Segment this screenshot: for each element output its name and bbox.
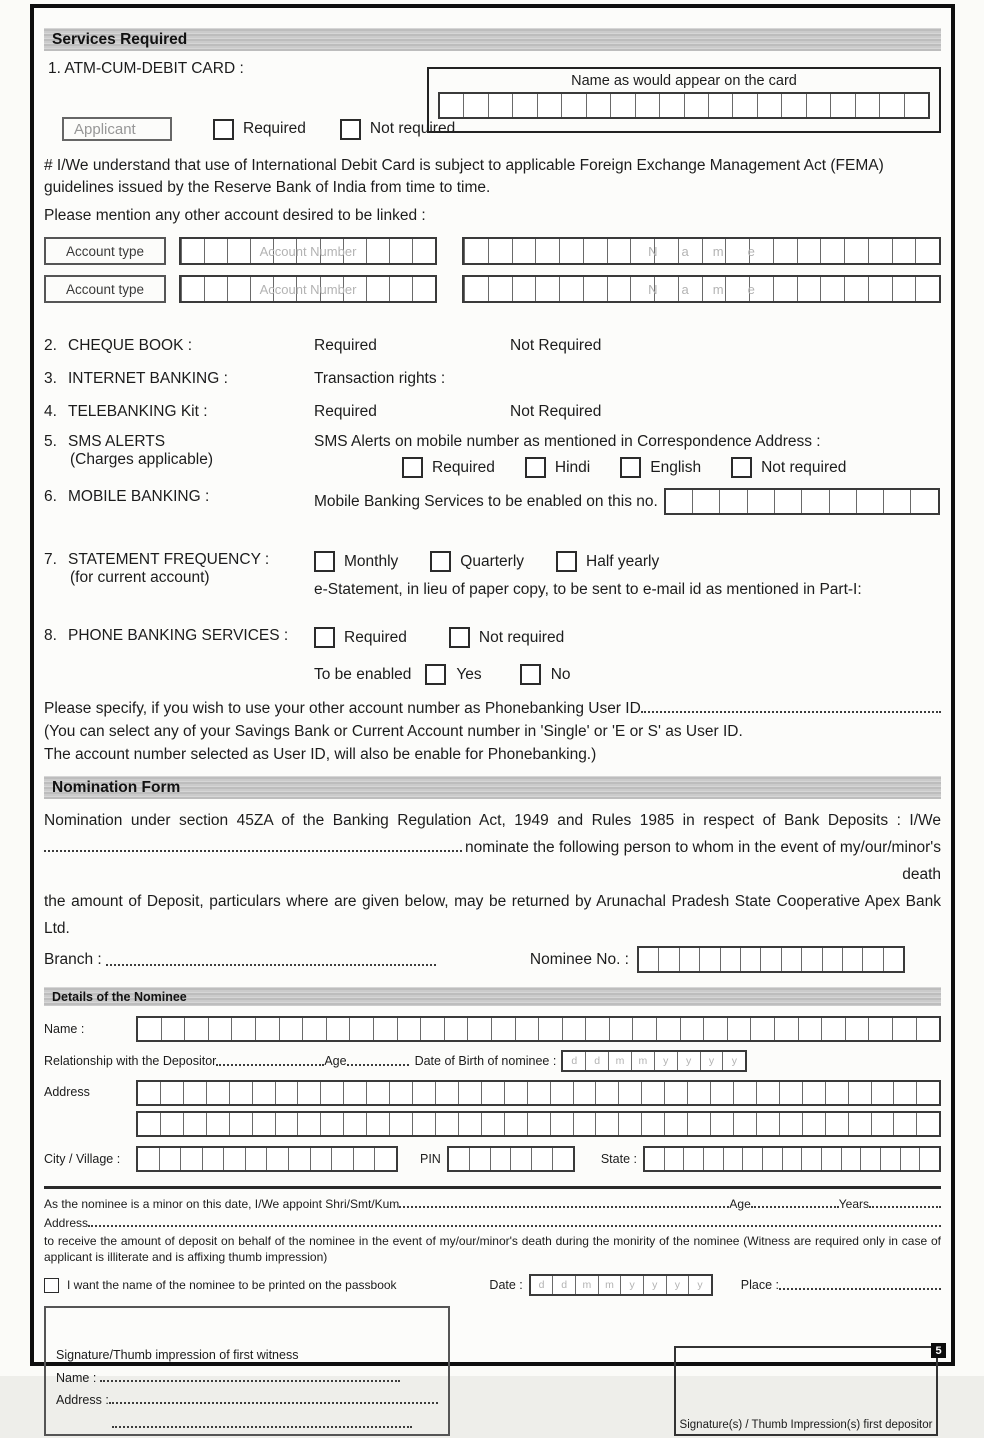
item2-number: 2. — [44, 337, 57, 354]
nomination-line1: Nomination under section 45ZA of the Banking Regulation Act, 1949 and Rules 1985 in respect of Bank Deposits : I/We — [44, 812, 941, 829]
relationship-line[interactable] — [216, 1056, 324, 1067]
section-header-nomination-form: Nomination Form — [44, 776, 941, 799]
item5-english-label: English — [650, 458, 702, 476]
item4-row — [44, 403, 941, 421]
item8-required-label: Required — [344, 628, 407, 646]
item5-not-required-checkbox[interactable] — [731, 457, 752, 478]
item1-required-label: Required — [243, 120, 306, 137]
card-name-box — [427, 67, 941, 133]
item8-not-required-option — [449, 627, 564, 648]
item7-label: STATEMENT FREQUENCY : — [68, 551, 270, 568]
dotted-line[interactable] — [641, 700, 941, 713]
item2-label: CHEQUE BOOK : — [68, 337, 193, 354]
pin-label: PIN — [420, 1152, 441, 1166]
item8-no-checkbox[interactable] — [520, 664, 541, 685]
phonebanking-note-line2: (You can select any of your Savings Bank or Current Account number in 'Single' or 'E or S' as User ID. — [44, 723, 743, 740]
minor-years-label: Years — [838, 1197, 869, 1211]
account-type-box-2[interactable]: Account type — [44, 275, 166, 303]
linked-account-row-1 — [44, 237, 941, 265]
branch-line[interactable] — [106, 953, 436, 966]
item6-number: 6. — [44, 488, 57, 505]
minor-appoint-row — [44, 1197, 941, 1211]
passbook-label: I want the name of the nominee to be printed on the passbook — [67, 1278, 397, 1292]
item5-line: SMS Alerts on mobile number as mentioned in Correspondence Address : — [314, 433, 821, 450]
item4-options — [314, 403, 941, 421]
phonebanking-note-line1 — [44, 697, 941, 720]
item7-half-yearly-checkbox[interactable] — [556, 551, 577, 572]
witness-address-row — [56, 1393, 438, 1407]
item8-enable-row — [314, 664, 941, 685]
city-label: City / Village : — [44, 1152, 121, 1166]
passbook-checkbox[interactable] — [44, 1278, 59, 1293]
witness-name-row — [56, 1371, 438, 1385]
branch-row — [44, 946, 941, 973]
item5-hindi-option — [525, 457, 590, 478]
nomination-line3: the amount of Deposit, particulars where are given below, may be returned by Arunachal Pradesh State Cooperative Apex Bank Ltd. — [44, 893, 941, 937]
dob-cells[interactable]: d d m m y y y y — [561, 1050, 747, 1072]
appointee-name-line[interactable] — [399, 1198, 729, 1208]
card-name-cells[interactable] — [438, 92, 930, 119]
item7-monthly-label: Monthly — [344, 552, 399, 570]
item1-label: 1. ATM-CUM-DEBIT CARD : — [48, 60, 244, 77]
place-label: Place : — [740, 1278, 779, 1292]
witness-name-label: Name : — [56, 1371, 97, 1385]
item8-number: 8. — [44, 627, 57, 644]
address-cells-row1[interactable] — [136, 1080, 941, 1106]
account-name-placeholder: Name — [648, 281, 779, 297]
nominee-name-cells[interactable] — [136, 1016, 941, 1042]
item1-not-required-checkbox[interactable] — [340, 119, 361, 140]
item4-number: 4. — [44, 403, 57, 420]
item6-content — [314, 488, 941, 515]
account-number-cells-2[interactable] — [179, 275, 437, 303]
minor-paragraph: to receive the amount of deposit on behalf of the nominee in the event of my/our/minor's death during the monirity of the nominee (Witness are required only in case of applicant is illiterate and is affixing thumb impression) — [44, 1234, 941, 1264]
phonebanking-note-text1: Please specify, if you wish to use your other account number as Phonebanking User ID — [44, 700, 641, 717]
account-type-box-1[interactable]: Account type — [44, 237, 166, 265]
age-line[interactable] — [347, 1056, 409, 1067]
item5-sublabel: (Charges applicable) — [70, 451, 214, 468]
minor-address-label: Address — [44, 1216, 89, 1230]
card-name-label: Name as would appear on the card — [571, 73, 797, 89]
minor-appoint-text: As the nominee is a minor on this date, I/We appoint Shri/Smt/Kum — [44, 1197, 400, 1211]
item8-not-required-label: Not required — [478, 628, 565, 646]
item5-content — [314, 433, 941, 478]
item6-label: MOBILE BANKING : — [68, 488, 210, 505]
link-note: Please mention any other account desired to be linked : — [44, 207, 426, 224]
item5-not-required-option — [731, 457, 846, 478]
item8-no-label: No — [550, 665, 571, 683]
witness-address-line[interactable] — [109, 1393, 438, 1404]
item5-row — [44, 433, 941, 478]
phonebanking-note — [44, 697, 941, 766]
item7-row — [44, 551, 941, 599]
nominee-no-cells[interactable] — [637, 946, 905, 973]
date-label: Date : — [489, 1278, 523, 1292]
city-cells[interactable] — [136, 1146, 398, 1172]
account-number-cells-1[interactable] — [179, 237, 437, 265]
item5-required-label: Required — [432, 458, 495, 476]
state-label: State : — [600, 1152, 637, 1166]
signature-boxes — [44, 1300, 941, 1438]
item2-required-label[interactable]: Required — [314, 337, 377, 354]
section-divider — [44, 1186, 941, 1189]
item7-number: 7. — [44, 551, 57, 568]
item8-enable-label: To be enabled — [314, 665, 412, 683]
witness-address-line2[interactable] — [112, 1417, 412, 1428]
account-number-placeholder: Account Number — [259, 281, 357, 297]
section-header-nominee-details: Details of the Nominee — [44, 987, 941, 1006]
item5-required-option — [402, 457, 495, 478]
mobile-number-cells[interactable] — [664, 488, 940, 515]
address-cells-row2[interactable] — [136, 1111, 941, 1137]
nominee-address-block — [44, 1080, 941, 1137]
passbook-date-place-row — [44, 1274, 941, 1296]
item7-quarterly-option — [430, 551, 524, 572]
item1-required-checkbox[interactable] — [213, 119, 234, 140]
account-number-placeholder: Account Number — [259, 243, 357, 259]
nomination-line2 — [44, 834, 941, 888]
nominator-name-line[interactable] — [44, 839, 462, 852]
depositor-signature-box[interactable] — [674, 1346, 938, 1436]
item7-monthly-checkbox[interactable] — [314, 551, 335, 572]
item7-half-yearly-label: Half yearly — [586, 552, 660, 570]
item7-label-col — [68, 551, 314, 587]
witness-address-label: Address : — [56, 1393, 109, 1407]
item5-hindi-label: Hindi — [554, 458, 591, 476]
item5-required-checkbox[interactable] — [402, 457, 423, 478]
item7-monthly-option — [314, 551, 398, 572]
item7-quarterly-checkbox[interactable] — [430, 551, 451, 572]
nomination-line2-text: nominate the following person to whom in the event of my/our/minor's death — [465, 839, 941, 883]
branch-label: Branch : — [44, 950, 102, 968]
item4-label: TELEBANKING Kit : — [68, 403, 208, 420]
item5-english-option — [620, 457, 701, 478]
item1-required-option — [213, 119, 306, 140]
nominee-address-strips — [136, 1080, 941, 1137]
item6-line: Mobile Banking Services to be enabled on this no. — [314, 492, 658, 510]
item3-label: INTERNET BANKING : — [68, 370, 228, 387]
section-header-services-required: Services Required — [44, 28, 941, 51]
item3-content: Transaction rights : — [314, 370, 446, 387]
witness-signature-box[interactable] — [44, 1306, 450, 1436]
relationship-row — [44, 1050, 941, 1072]
item8-not-required-checkbox[interactable] — [449, 627, 470, 648]
item8-options — [314, 627, 941, 648]
age-label: Age — [324, 1054, 347, 1068]
item7-content — [314, 551, 941, 599]
item5-label: SMS ALERTS — [68, 433, 166, 450]
item5-label-col — [68, 433, 314, 469]
date-cells[interactable]: d d m m y y y y — [529, 1274, 713, 1296]
item4-required-label[interactable]: Required — [314, 403, 377, 420]
item2-row — [44, 337, 941, 355]
minor-age-line[interactable] — [751, 1198, 839, 1208]
minor-years-line[interactable] — [869, 1198, 941, 1208]
place-line[interactable] — [779, 1280, 941, 1290]
nominee-name-label: Name : — [44, 1022, 85, 1036]
item8-label: PHONE BANKING SERVICES : — [68, 627, 289, 644]
item8-yes-checkbox[interactable] — [425, 664, 446, 685]
page-number-badge: 5 — [931, 1343, 946, 1358]
dob-label: Date of Birth of nominee : — [414, 1054, 557, 1068]
atm-debit-card-block — [44, 57, 941, 145]
item5-english-checkbox[interactable] — [620, 457, 641, 478]
item1-options-row — [62, 117, 455, 141]
fema-note: # I/We understand that use of International Debit Card is subject to applicable Foreign Exchange Management Act (FEMA) guidelines issued by the Reserve Bank of India from time to time. — [44, 157, 884, 196]
account-name-cells-1[interactable] — [462, 237, 941, 265]
relationship-label: Relationship with the Depositor — [44, 1054, 217, 1068]
item4-not-required-label[interactable]: Not Required — [510, 403, 602, 420]
phonebanking-note-line3: The account number selected as User ID, will also be enable for Phonebanking.) — [44, 746, 597, 763]
linked-account-row-2 — [44, 275, 941, 303]
item7-options — [314, 551, 941, 572]
nominee-name-row — [44, 1016, 941, 1042]
item8-required-option — [314, 627, 407, 648]
item7-estatement-note: e-Statement, in lieu of paper copy, to be sent to e-mail id as mentioned in Part-I: — [314, 581, 862, 598]
item8-required-checkbox[interactable] — [314, 627, 335, 648]
item8-row — [44, 627, 941, 685]
applicant-field[interactable]: Applicant — [62, 117, 172, 141]
item5-not-required-label: Not required — [761, 458, 847, 476]
witness-title: Signature/Thumb impression of first witness — [56, 1348, 299, 1362]
item8-yes-label: Yes — [456, 665, 482, 683]
item7-quarterly-label: Quarterly — [460, 552, 525, 570]
pin-cells[interactable] — [447, 1146, 575, 1172]
item2-options — [314, 337, 941, 355]
item7-half-yearly-option — [556, 551, 659, 572]
nominee-no-label: Nominee No. : — [529, 950, 629, 968]
minor-age-label: Age — [729, 1197, 751, 1211]
nomination-paragraph — [44, 807, 941, 942]
depositor-signature-label: Signature(s) / Thumb Impression(s) first depositor — [679, 1419, 933, 1431]
item1-not-required-label: Not required — [369, 120, 456, 137]
minor-address-row — [44, 1216, 941, 1230]
state-cells[interactable] — [643, 1146, 941, 1172]
item8-content — [314, 627, 941, 685]
witness-address2-row — [56, 1417, 438, 1428]
item5-number: 5. — [44, 433, 57, 450]
item2-not-required-label[interactable]: Not Required — [510, 337, 602, 354]
account-name-placeholder: Name — [648, 243, 779, 259]
item5-hindi-checkbox[interactable] — [525, 457, 546, 478]
item7-sublabel: (for current account) — [70, 569, 210, 586]
witness-name-line[interactable] — [100, 1371, 400, 1382]
city-pin-state-row — [44, 1146, 941, 1172]
item6-row — [44, 488, 941, 515]
form-border-frame — [30, 4, 955, 1431]
minor-address-line[interactable] — [88, 1217, 941, 1227]
item3-number: 3. — [44, 370, 57, 387]
item3-row — [44, 370, 941, 388]
account-name-cells-2[interactable] — [462, 275, 941, 303]
nominee-address-label: Address — [44, 1085, 90, 1099]
item5-options — [402, 457, 941, 478]
